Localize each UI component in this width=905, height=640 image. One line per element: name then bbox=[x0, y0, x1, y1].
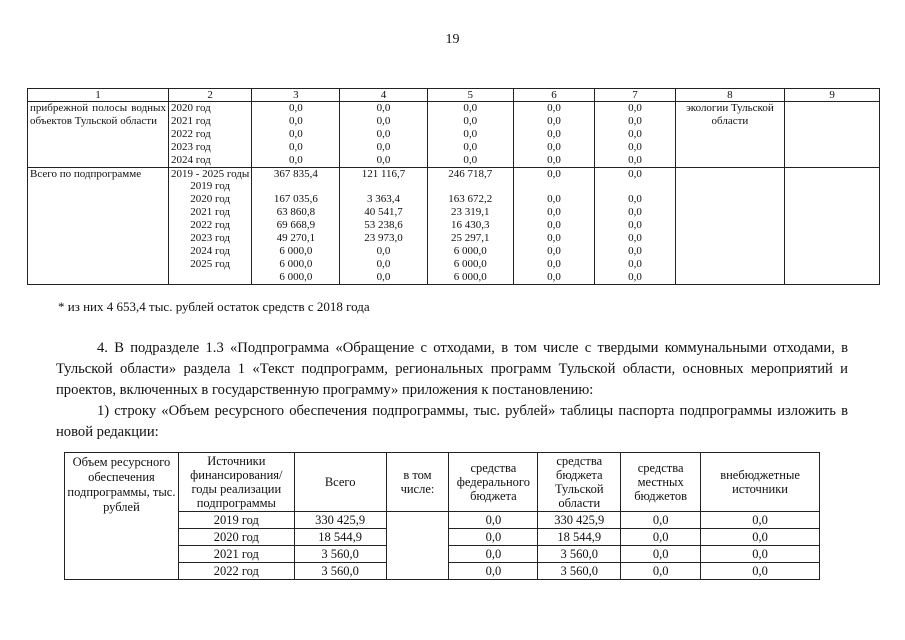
cell-line: 0,0 bbox=[547, 167, 561, 180]
table-row bbox=[28, 102, 880, 168]
cell-line: 2021 год bbox=[170, 114, 211, 127]
table-row bbox=[65, 563, 820, 580]
cell-line: 0,0 bbox=[288, 127, 303, 140]
cell-line: 0,0 bbox=[463, 153, 478, 166]
table-row bbox=[65, 529, 820, 546]
spacer bbox=[430, 180, 511, 193]
including-header: в том числе: bbox=[386, 453, 449, 512]
header-row bbox=[65, 453, 820, 512]
cell-line: 0,0 bbox=[628, 167, 642, 180]
years-cell bbox=[168, 167, 251, 284]
cell-line: 63 860,8 bbox=[276, 206, 316, 219]
regional-cell: 3 560,0 bbox=[538, 546, 621, 563]
column-number: 3 bbox=[252, 89, 340, 102]
column-number: 5 bbox=[427, 89, 513, 102]
cell-line: 167 035,6 bbox=[273, 193, 318, 206]
federal-cell: 0,0 bbox=[449, 529, 538, 546]
total-cell: 3 560,0 bbox=[294, 546, 386, 563]
cell-line: 0,0 bbox=[376, 244, 391, 257]
cell-line: 0,0 bbox=[376, 257, 391, 270]
cell-line: 121 116,7 bbox=[361, 167, 406, 180]
cell-line: 3 363,4 bbox=[366, 193, 400, 206]
cell-line: 0,0 bbox=[463, 127, 478, 140]
cell-line: 23 319,1 bbox=[450, 206, 490, 219]
paragraph: 4. В подразделе 1.3 «Подпрограмма «Обращение с отходами, в том числе с твердыми коммунальными отходами, в Тульской области» раздела 1 «Текст подпрограмм, региональных программ Тульской области, основных мероприятий и проектов, включенных в государственную программу» приложения к постановлению: bbox=[56, 340, 848, 398]
cell-line: 2019 год bbox=[190, 180, 230, 193]
cell-line: 49 270,1 bbox=[276, 232, 316, 245]
cell-line: 0,0 bbox=[547, 219, 561, 232]
cell-line: 0,0 bbox=[463, 114, 478, 127]
cell-line: 0,0 bbox=[547, 244, 561, 257]
footnote: * из них 4 653,4 тыс. рублей остаток средств с 2018 года bbox=[58, 299, 370, 314]
cell-line: 6 000,0 bbox=[453, 244, 487, 257]
total-label: Всего по подпрограмме bbox=[28, 167, 169, 284]
cell-line: 2023 год bbox=[170, 140, 211, 153]
cell-line: 0,0 bbox=[376, 102, 391, 114]
spacer bbox=[342, 180, 424, 193]
cell-line: 0,0 bbox=[288, 114, 303, 127]
local-cell: 0,0 bbox=[621, 563, 701, 580]
federal-cell bbox=[340, 102, 427, 168]
cell-line: 0,0 bbox=[628, 153, 642, 166]
column-number: 8 bbox=[675, 89, 784, 102]
cell-line: 16 430,3 bbox=[450, 219, 490, 232]
cell-line: 2022 год bbox=[170, 127, 211, 140]
cell-line: 25 297,1 bbox=[450, 232, 490, 245]
federal-cell: 0,0 bbox=[449, 546, 538, 563]
cell-line: 2020 год bbox=[170, 102, 211, 114]
paragraph: 1) строку «Объем ресурсного обеспечения подпрограммы, тыс. рублей» таблицы паспорта подпрограммы изложить в новой редакции: bbox=[56, 403, 848, 440]
empty-cell bbox=[386, 546, 449, 563]
cell-line: 0,0 bbox=[376, 270, 391, 283]
resource-label: Объем ресурсного обеспечения подпрограммы, тыс. рублей bbox=[65, 453, 179, 580]
year-cell: 2019 год bbox=[178, 512, 294, 529]
cell-line: 69 668,9 bbox=[276, 219, 316, 232]
cell-line: 0,0 bbox=[628, 270, 642, 283]
cell-line: 0,0 bbox=[547, 193, 561, 206]
cell-line: 53 238,6 bbox=[364, 219, 403, 232]
cell-line: 0,0 bbox=[628, 127, 642, 140]
cell-line: 246 718,7 bbox=[448, 167, 493, 180]
cell-line: 2021 год bbox=[190, 206, 230, 219]
cell-line: 6 000,0 bbox=[279, 244, 313, 257]
cell-line: 0,0 bbox=[288, 153, 303, 166]
total-header: Всего bbox=[294, 453, 386, 512]
table-row bbox=[65, 512, 820, 529]
federal-cell: 0,0 bbox=[449, 563, 538, 580]
executor-cell: экологии Тульской области bbox=[675, 102, 784, 168]
federal-cell bbox=[340, 167, 427, 284]
activity-name: прибрежной полосы водных объектов Тульской области bbox=[28, 102, 169, 168]
empty-cell bbox=[386, 512, 449, 529]
cell-line: 0,0 bbox=[376, 140, 391, 153]
cell-line: 0,0 bbox=[376, 153, 391, 166]
extra-header: внебюджетные источники bbox=[701, 453, 820, 512]
cell-line: 40 541,7 bbox=[364, 206, 403, 219]
cell-line: 0,0 bbox=[463, 140, 478, 153]
cell-line: 0,0 bbox=[547, 114, 561, 127]
spacer bbox=[254, 180, 337, 193]
regional-cell: 18 544,9 bbox=[538, 529, 621, 546]
cell-line: 0,0 bbox=[547, 206, 561, 219]
extra-cell: 0,0 bbox=[701, 546, 820, 563]
years-cell bbox=[168, 102, 251, 168]
cell-line: 0,0 bbox=[547, 270, 561, 283]
cell-line: 2023 год bbox=[190, 232, 230, 245]
local-cell: 0,0 bbox=[621, 529, 701, 546]
cell-line: 2024 год bbox=[190, 244, 230, 257]
table-row bbox=[28, 167, 880, 284]
year-cell: 2021 год bbox=[178, 546, 294, 563]
resource-provision-table bbox=[64, 452, 820, 580]
empty-cell bbox=[386, 529, 449, 546]
regional-cell: 3 560,0 bbox=[538, 563, 621, 580]
table-row bbox=[65, 546, 820, 563]
cell-line: 0,0 bbox=[288, 102, 303, 114]
extra-cell bbox=[595, 102, 675, 168]
cell-line: 0,0 bbox=[288, 140, 303, 153]
total-cell: 330 425,9 bbox=[294, 512, 386, 529]
cell-line: 0,0 bbox=[628, 193, 642, 206]
total-cell: 3 560,0 bbox=[294, 563, 386, 580]
cell-line: 0,0 bbox=[376, 114, 391, 127]
empty-cell bbox=[785, 167, 880, 284]
column-number: 7 bbox=[595, 89, 675, 102]
empty-cell bbox=[785, 102, 880, 168]
cell-line: 0,0 bbox=[628, 257, 642, 270]
regional-cell bbox=[427, 167, 513, 284]
cell-line: 0,0 bbox=[547, 257, 561, 270]
regional-cell bbox=[427, 102, 513, 168]
cell-line: 0,0 bbox=[547, 127, 561, 140]
cell-line: 6 000,0 bbox=[453, 257, 487, 270]
local-cell: 0,0 bbox=[621, 546, 701, 563]
total-cell: 18 544,9 bbox=[294, 529, 386, 546]
cell-line: 2022 год bbox=[190, 219, 230, 232]
local-cell bbox=[513, 167, 594, 284]
cell-line: 0,0 bbox=[628, 140, 642, 153]
extra-cell: 0,0 bbox=[701, 529, 820, 546]
cell-line: 0,0 bbox=[628, 232, 642, 245]
column-number: 6 bbox=[513, 89, 594, 102]
subprogram-funding-table bbox=[27, 88, 880, 285]
cell-line: 0,0 bbox=[628, 206, 642, 219]
cell-line: 23 973,0 bbox=[364, 232, 403, 245]
extra-cell: 0,0 bbox=[701, 512, 820, 529]
total-cell bbox=[252, 102, 340, 168]
federal-cell: 0,0 bbox=[449, 512, 538, 529]
extra-cell bbox=[595, 167, 675, 284]
page-number: 19 bbox=[445, 32, 460, 47]
spacer bbox=[597, 180, 672, 193]
cell-line: 367 835,4 bbox=[273, 167, 318, 180]
cell-line: 6 000,0 bbox=[279, 257, 313, 270]
total-cell bbox=[252, 167, 340, 284]
column-number: 4 bbox=[340, 89, 427, 102]
cell-line: 0,0 bbox=[547, 140, 561, 153]
year-cell: 2022 год bbox=[178, 563, 294, 580]
local-cell: 0,0 bbox=[621, 512, 701, 529]
cell-line: 0,0 bbox=[547, 102, 561, 114]
local-header: средства местных бюджетов bbox=[621, 453, 701, 512]
cell-line: 0,0 bbox=[628, 219, 642, 232]
year-cell: 2020 год bbox=[178, 529, 294, 546]
empty-cell bbox=[386, 563, 449, 580]
cell-line: 0,0 bbox=[628, 244, 642, 257]
federal-header: средства федерального бюджета bbox=[449, 453, 538, 512]
cell-line: 0,0 bbox=[463, 102, 478, 114]
local-cell bbox=[513, 102, 594, 168]
regional-cell: 330 425,9 bbox=[538, 512, 621, 529]
cell-line: 6 000,0 bbox=[453, 270, 487, 283]
cell-line: 2019 - 2025 годы bbox=[170, 167, 250, 180]
cell-line: 0,0 bbox=[628, 102, 642, 114]
spacer bbox=[516, 180, 592, 193]
cell-line: 0,0 bbox=[628, 114, 642, 127]
extra-cell: 0,0 bbox=[701, 563, 820, 580]
column-number: 9 bbox=[785, 89, 880, 102]
cell-line: 2025 год bbox=[190, 257, 230, 270]
cell-line: 6 000,0 bbox=[279, 270, 313, 283]
cell-line: 0,0 bbox=[547, 232, 561, 245]
cell-line: 2020 год bbox=[190, 193, 230, 206]
empty-cell bbox=[675, 167, 784, 284]
column-number-row bbox=[28, 89, 880, 102]
column-number: 2 bbox=[168, 89, 251, 102]
cell-line: 0,0 bbox=[547, 153, 561, 166]
cell-line: 163 672,2 bbox=[448, 193, 493, 206]
regional-header: средства бюджета Тульской области bbox=[538, 453, 621, 512]
cell-line: 0,0 bbox=[376, 127, 391, 140]
sources-header: Источники финансирования/ годы реализации подпрограммы bbox=[178, 453, 294, 512]
column-number: 1 bbox=[28, 89, 169, 102]
cell-line: 2024 год bbox=[170, 153, 211, 166]
